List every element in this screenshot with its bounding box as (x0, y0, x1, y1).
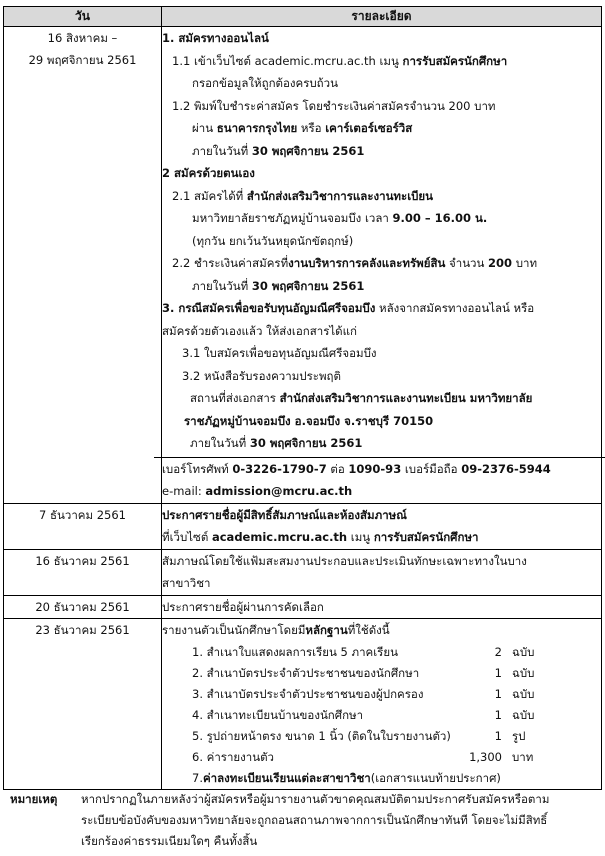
column-header-date: วัน (4, 7, 162, 27)
detail-line (162, 387, 601, 410)
text: บาท (512, 256, 538, 270)
text: 2.2 ชำระเงินค่าสมัครที่ (172, 256, 289, 270)
date-cell: 7 ธันวาคม 2561 (4, 503, 162, 549)
document-unit: ฉบับ (512, 665, 535, 680)
document-label: 2. สำเนาบัตรประจำตัวประชาชนของนักศึกษา (192, 665, 420, 680)
text: ที่ใช้ดังนี้ (347, 623, 390, 637)
text: เบอร์มือถือ (401, 461, 462, 476)
date-line: 29 พฤศจิกายน 2561 (28, 53, 137, 67)
contact-section (154, 457, 605, 503)
deadline: 30 พฤศจิกายน 2561 (251, 143, 365, 158)
detail-line: ราชภัฏหมู่บ้านจอมบึง อ.จอมบึง จ.ราชบุรี 70150 (184, 413, 434, 428)
text: ผ่าน (192, 121, 217, 135)
detail-cell (162, 503, 602, 549)
detail-line: 3.1 ใบสมัครเพื่อขอทุนอัญมณีศรีจอมบึง (182, 346, 377, 360)
contact-line (162, 458, 601, 481)
list-item (192, 726, 601, 747)
document-quantity: 1 (494, 728, 502, 743)
text: มหาวิทยาลัยราชภัฏหมู่บ้านจอมบึง เวลา (192, 211, 393, 225)
detail-line (162, 297, 601, 320)
document-label: 5. รูปถ่ายหน้าตรง ขนาด 1 นิ้ว (ติดในใบรายงานตัว) (192, 728, 451, 743)
website-text: academic.mcru.ac.th (254, 53, 376, 68)
table-row (4, 619, 602, 790)
deadline: 30 พฤศจิกายน 2561 (249, 436, 363, 450)
document-label: 4. สำเนาทะเบียนบ้านของนักศึกษา (192, 707, 364, 722)
detail-line: (ทุกวัน ยกเว้นวันหยุดนักขัตฤกษ์) (192, 233, 354, 248)
list-item (192, 747, 601, 768)
detail-line (162, 432, 601, 455)
website-text: academic.mcru.ac.th (211, 530, 348, 544)
document-label: 6. ค่ารายงานตัว (192, 749, 275, 764)
detail-line (162, 50, 601, 73)
mobile-number: 09-2376-5944 (461, 461, 551, 476)
remark-line: หากปรากฏในภายหลังว่าผู้สมัครหรือผู้มารายงานตัวขาดคุณสมบัติตามประกาศรับสมัครหรือตาม (81, 792, 550, 806)
detail-line (162, 252, 601, 275)
detail-cell (162, 619, 602, 790)
list-item (192, 684, 601, 705)
text: 7. (192, 770, 203, 785)
document-quantity: 1 (494, 686, 502, 701)
document-unit: รูป (512, 728, 526, 743)
extension-number: 1090-93 (348, 461, 402, 476)
section-title: 2 สมัครด้วยตนเอง (162, 166, 255, 180)
bank-name: ธนาคารกรุงไทย (216, 121, 298, 135)
detail-line (162, 526, 601, 549)
detail-line (162, 619, 601, 642)
section-title: 3. กรณีสมัครเพื่อขอรับทุนอัญมณีศรีจอมบึง (162, 301, 376, 315)
document-unit: ฉบับ (512, 707, 535, 722)
detail-cell (162, 549, 602, 595)
menu-name: การรับสมัครนักศึกษา (373, 530, 479, 544)
remark-block (10, 789, 595, 852)
document-unit: บาท (512, 749, 534, 764)
table-row (4, 27, 602, 504)
deadline: 30 พฤศจิกายน 2561 (251, 278, 365, 293)
date-cell: 20 ธันวาคม 2561 (4, 595, 162, 619)
document-quantity: 2 (494, 644, 502, 659)
table-row (4, 503, 602, 549)
tuition-item: ค่าลงทะเบียนเรียนแต่ละสาขาวิชา (202, 770, 371, 785)
text: สถานที่ส่งเอกสาร (190, 391, 280, 405)
document-unit: ฉบับ (512, 644, 535, 659)
detail-line: 3.2 หนังสือรับรองความประพฤติ (182, 368, 341, 383)
table-header-row (4, 7, 602, 27)
list-item (192, 705, 601, 726)
detail-line: ประกาศรายชื่อผู้ผ่านการคัดเลือก (162, 599, 324, 614)
phone-number: 0-3226-1790-7 (232, 461, 327, 476)
emphasis-text: หลักฐาน (305, 623, 348, 637)
office-name: สำนักส่งเสริมวิชาการและงานทะเบียน มหาวิทยาลัย (279, 391, 533, 405)
email-address: admission@mcru.ac.th (205, 484, 353, 498)
detail-line (162, 117, 601, 140)
text: ต่อ (326, 461, 349, 476)
office-hours: 9.00 – 16.00 น. (392, 211, 488, 225)
document-label: 1. สำเนาใบแสดงผลการเรียน 5 ภาคเรียน (192, 644, 398, 659)
document-list (162, 642, 601, 789)
text: 1.1 เข้าเว็บไซต์ (172, 53, 255, 68)
date-cell (4, 27, 162, 504)
text: e-mail: (162, 484, 206, 498)
document-label: 3. สำเนาบัตรประจำตัวประชาชนของผู้ปกครอง (192, 686, 424, 701)
list-item (192, 642, 601, 663)
text: ที่เว็บไซต์ (162, 530, 212, 544)
text: เมนู (347, 530, 374, 544)
text: หรือ (297, 121, 326, 135)
column-header-detail: รายละเอียด (162, 7, 602, 27)
menu-name: การรับสมัครนักศึกษา (402, 53, 508, 68)
remark-line: เรียกร้องค่าธรรมเนียมใดๆ คืนทั้งสิ้น (81, 834, 258, 848)
schedule-table (3, 6, 602, 790)
date-cell: 16 ธันวาคม 2561 (4, 549, 162, 595)
text: เมนู (375, 53, 403, 68)
text: ภายในวันที่ (190, 436, 250, 450)
date-line: 16 สิงหาคม – (47, 31, 118, 45)
document-quantity: 1,300 (469, 749, 502, 764)
email-line (162, 480, 601, 503)
detail-line (162, 207, 601, 230)
section-title: 1. สมัครทางออนไลน์ (162, 31, 269, 45)
detail-line (162, 275, 601, 298)
detail-line: ประกาศรายชื่อผู้มีสิทธิ์สัมภาษณ์และห้องสัมภาษณ์ (162, 507, 407, 522)
remark-label: หมายเหตุ (10, 792, 58, 806)
text: (เอกสารแนบท้ายประกาศ) (370, 770, 501, 785)
detail-line: กรอกข้อมูลให้ถูกต้องครบถ้วน (192, 76, 338, 90)
detail-line: สมัครด้วยตัวเองแล้ว ให้ส่งเอกสารได้แก่ (162, 323, 357, 338)
counter-service-name: เคาร์เตอร์เซอร์วิส (325, 121, 413, 135)
table-row (4, 595, 602, 619)
finance-office-name: งานบริหารการคลังและทรัพย์สิน (288, 256, 446, 270)
text: หลังจากสมัครทางออนไลน์ หรือ (375, 301, 535, 315)
detail-cell (162, 27, 602, 504)
detail-cell (162, 595, 602, 619)
text: 2.1 สมัครได้ที่ (172, 188, 247, 203)
list-item (192, 663, 601, 684)
detail-line: 1.2 พิมพ์ใบชำระค่าสมัคร โดยชำระเงินค่าสมัครจำนวน 200 บาท (172, 98, 496, 113)
text: จำนวน (445, 256, 489, 270)
detail-line: สัมภาษณ์โดยใช้แฟ้มสะสมงานประกอบและประเมินทักษะเฉพาะทางในบาง (162, 553, 527, 568)
list-item (192, 768, 601, 789)
table-row (4, 549, 602, 595)
remark-line: ระเบียบข้อบังคับของมหาวิทยาลัยจะถูกถอนสถานภาพจากการเป็นนักศึกษาทันที โดยจะไม่มีสิทธิ์ (81, 813, 548, 827)
detail-line: สาขาวิชา (162, 576, 211, 590)
date-cell: 23 ธันวาคม 2561 (4, 619, 162, 790)
document-unit: ฉบับ (512, 686, 535, 701)
detail-line (162, 140, 601, 163)
document-quantity: 1 (494, 665, 502, 680)
text: ภายในวันที่ (192, 143, 252, 158)
text: รายงานตัวเป็นนักศึกษาโดยมี (162, 623, 306, 637)
detail-line (162, 185, 601, 208)
document-quantity: 1 (494, 707, 502, 722)
text: เบอร์โทรศัพท์ (162, 461, 233, 476)
fee-amount: 200 (488, 256, 513, 270)
office-name: สำนักส่งเสริมวิชาการและงานทะเบียน (246, 188, 434, 203)
text: ภายในวันที่ (192, 278, 252, 293)
